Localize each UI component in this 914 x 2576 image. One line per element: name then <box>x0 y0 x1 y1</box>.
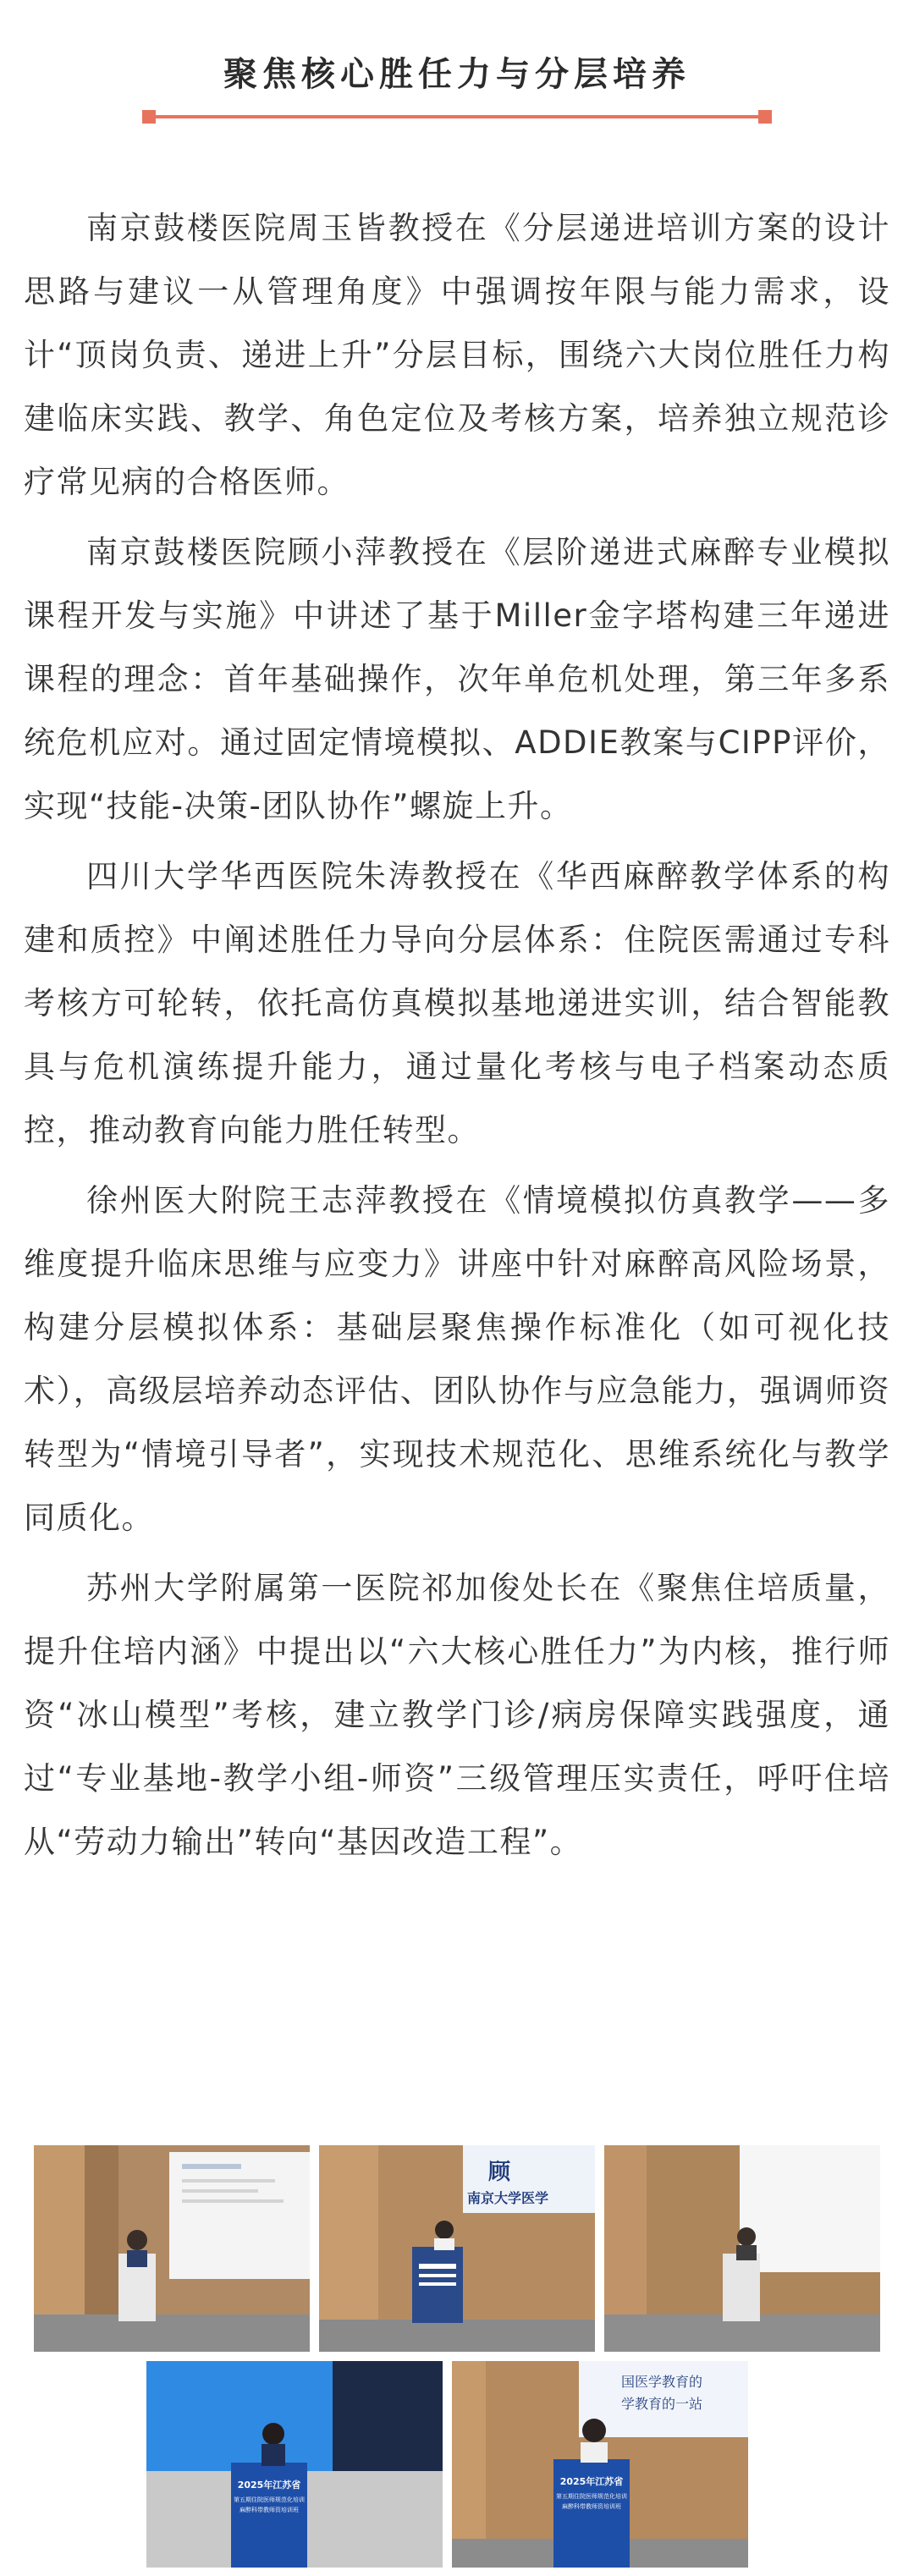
paragraph-qi-jiajun: 苏州大学附属第一医院祁加俊处长在《聚焦住培质量，提升住培内涵》中提出以“六大核心胜任力”为内核，推行师资“冰山模型”考核，建立教学门诊/病房保障实践强度，通过“专业基地-教学小组-师资”三级管理压实责任，呼吁住培从“劳动力输出”转向“基因改造工程”。 <box>24 1570 890 1860</box>
p5-banner-line-2: 第五期住院医师规范化培训 <box>556 2493 627 2500</box>
p5-screen-line-2: 学教育的一站 <box>621 2396 703 2412</box>
lecture-photo-5 <box>452 2361 748 2568</box>
paragraph-gu-xiaoping: 南京鼓楼医院顾小萍教授在《层阶递进式麻醉专业模拟课程开发与实施》中讲述了基于Miller金字塔构建三年递进课程的理念：首年基础操作，次年单危机处理，第三年多系统危机应对。通过固定情境模拟、ADDIE教案与CIPP评价，实现“技能-决策-团队协作”螺旋上升。 <box>24 534 890 824</box>
page-title: 聚焦核心胜任力与分层培养 <box>223 55 691 94</box>
p4-banner-line-1: 2025年江苏省 <box>237 2480 301 2491</box>
p5-banner-line-1: 2025年江苏省 <box>559 2476 624 2487</box>
article-body <box>24 196 890 1880</box>
p5-screen-line-1: 国医学教育的 <box>621 2374 703 2390</box>
lecture-photo-3 <box>604 2145 880 2352</box>
title-block <box>0 51 914 98</box>
p2-screen-subtitle: 南京大学医学 <box>467 2190 549 2206</box>
lecture-photo-1 <box>34 2145 310 2352</box>
lecture-photo-2 <box>319 2145 595 2352</box>
underline-dot-right <box>758 110 772 124</box>
paragraph-zhou-yujie: 南京鼓楼医院周玉皆教授在《分层递进培训方案的设计思路与建议一从管理角度》中强调按年限与能力需求，设计“顶岗负责、递进上升”分层目标，围绕六大岗位胜任力构建临床实践、教学、角色定位及考核方案，培养独立规范诊疗常见病的合格医师。 <box>24 210 890 500</box>
p4-banner-line-2: 第五期住院医师规范化培训 <box>234 2496 305 2503</box>
p2-screen-title: 顾 <box>488 2160 511 2185</box>
p5-banner-line-3: 麻醉科带教师资培训班 <box>562 2503 621 2510</box>
paragraph-zhu-tao: 四川大学华西医院朱涛教授在《华西麻醉教学体系的构建和质控》中阐述胜任力导向分层体系：住院医需通过专科考核方可轮转，依托高仿真模拟基地递进实训，结合智能教具与危机演练提升能力，通过量化考核与电子档案动态质控，推动教育向能力胜任转型。 <box>24 858 890 1148</box>
lecture-photo-4 <box>146 2361 443 2568</box>
underline-dot-left <box>142 110 156 124</box>
p4-banner-line-3: 麻醉科带教师资培训班 <box>240 2507 299 2513</box>
paragraph-wang-zhiping: 徐州医大附院王志萍教授在《情境模拟仿真教学——多维度提升临床思维与应变力》讲座中针对麻醉高风险场景，构建分层模拟体系：基础层聚焦操作标准化（如可视化技术），高级层培养动态评估、团队协作与应急能力，强调师资转型为“情境引导者”，实现技术规范化、思维系统化与教学同质化。 <box>24 1182 890 1536</box>
title-underline <box>146 115 768 118</box>
